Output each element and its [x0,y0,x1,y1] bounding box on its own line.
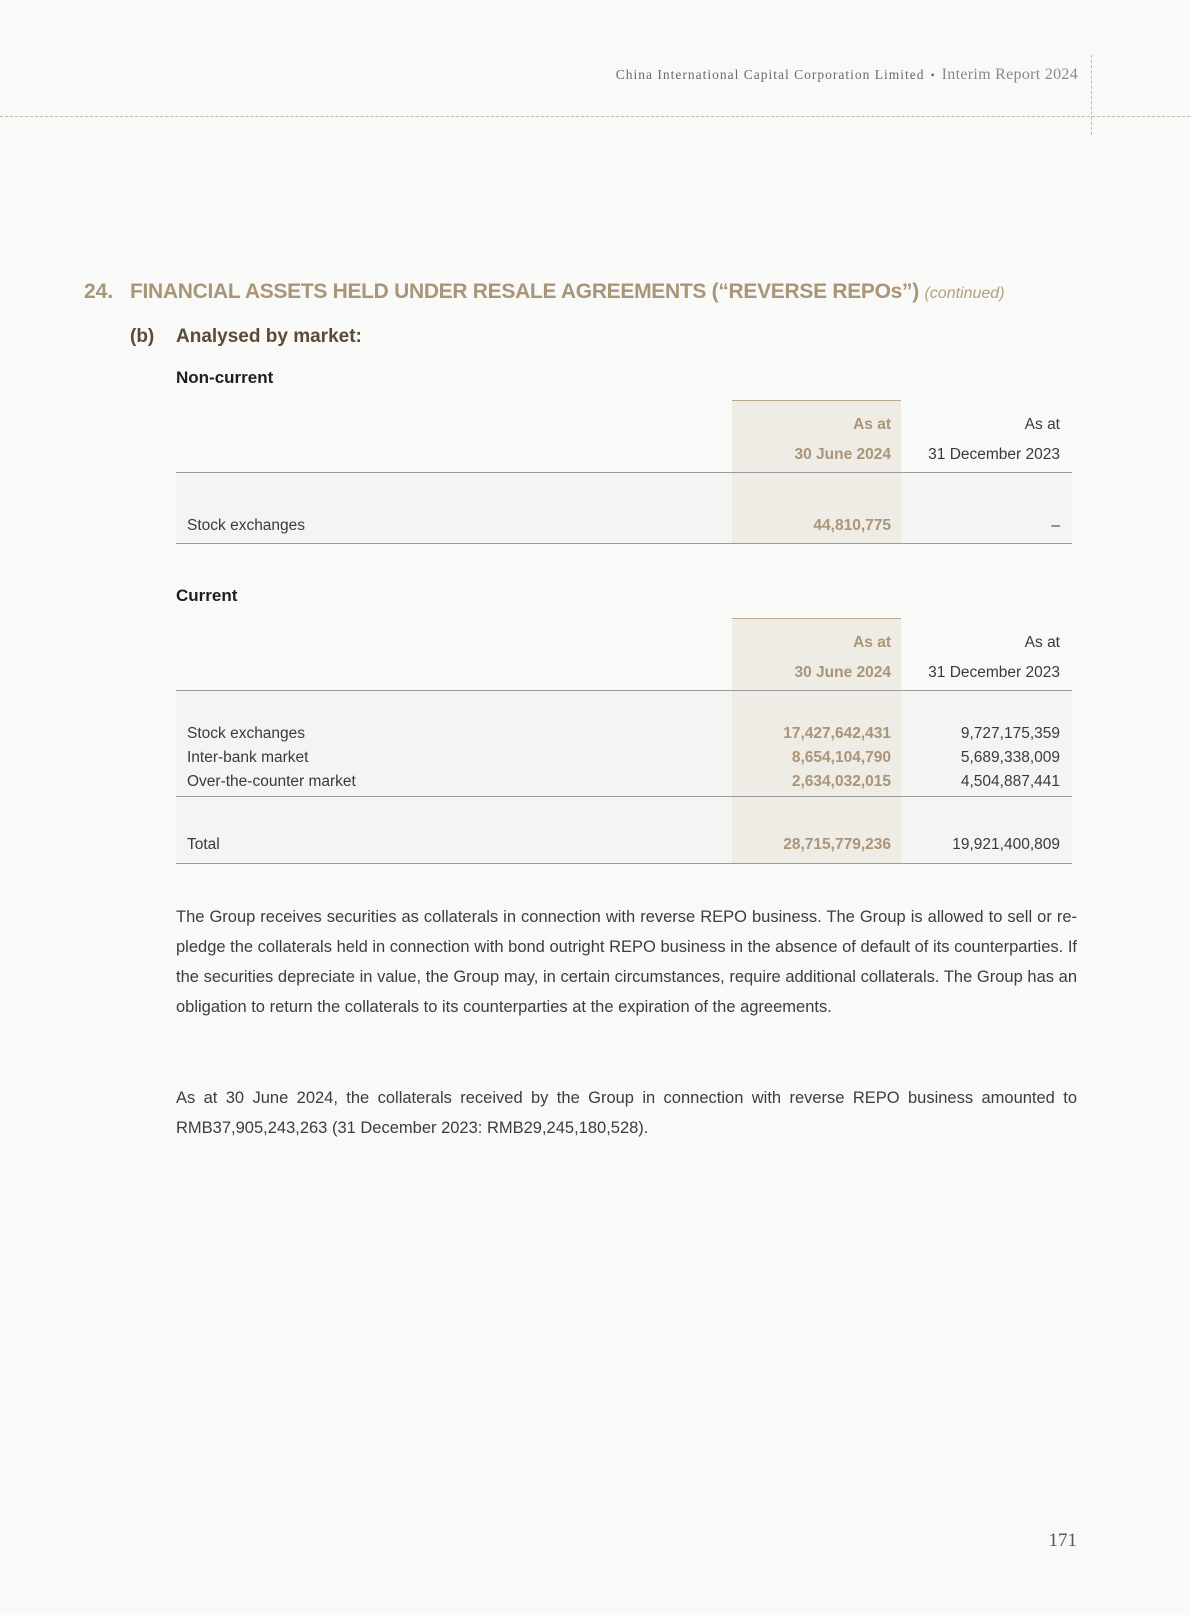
non-current-label: Non-current [176,368,274,387]
page-number: 171 [1048,1530,1077,1551]
row-label: Inter-bank market [187,749,309,766]
section-number: 24. [84,280,114,303]
section-title-text: FINANCIAL ASSETS HELD UNDER RESALE AGREEMENTS (“REVERSE REPOs”) [130,280,919,303]
row-label: Over-the-counter market [187,773,356,790]
running-header [616,66,1078,84]
header-divider [0,116,1190,117]
column-top-rule [732,618,901,619]
row-label: Stock exchanges [187,725,306,742]
subsection-letter: (b) [130,326,155,347]
header-rule [176,472,1072,473]
row-value-prior: 4,504,887,441 [960,773,1060,790]
col-header-prior-line2: 31 December 2023 [928,446,1060,463]
col-header-current-line1: As at [853,416,891,433]
company-name: China International Capital Corporation Limited [615,67,925,82]
col-header-prior-line2: 31 December 2023 [928,664,1060,681]
row-background [176,472,1072,543]
current-label: Current [176,586,238,605]
header-separator: • [930,68,936,82]
section-title [130,280,1080,304]
row-value-current: 17,427,642,431 [783,725,891,742]
report-title: Interim Report 2024 [941,66,1078,83]
col-header-current-line2: 30 June 2024 [794,664,891,681]
bottom-rule [176,543,1072,544]
paragraph-collaterals: The Group receives securities as collaterals in connection with reverse REPO business. The Group is allowed to sell or re-pledge the collaterals held in connection with bond outright REPO business in the absence of default of its counterparties. If the securities depreciate in value, the Group may, in certain circumstances, require additional collaterals. The Group has an obligation to return the collaterals to its counterparties at the expiration of the agreements. [176,908,1077,1016]
subtotal-rule [176,796,1072,797]
header-rule [176,690,1072,691]
total-value-prior: 19,921,400,809 [952,836,1060,853]
row-value-current: 44,810,775 [813,517,891,534]
row-value-prior: 5,689,338,009 [960,749,1060,766]
row-value-prior: – [1051,517,1060,534]
subsection-title: Analysed by market: [176,326,362,347]
non-current-table [176,400,1072,544]
col-header-current-line1: As at [853,634,891,651]
col-header-current-line2: 30 June 2024 [794,446,891,463]
section-continued: (continued) [924,285,1005,302]
col-header-prior-line1: As at [1024,634,1060,651]
row-label: Stock exchanges [187,517,306,534]
row-value-prior: 9,727,175,359 [960,725,1060,742]
column-top-rule [732,400,901,401]
current-table [176,618,1072,864]
total-label: Total [187,836,220,853]
row-value-current: 8,654,104,790 [791,749,891,766]
total-value-current: 28,715,779,236 [783,836,891,853]
row-value-current: 2,634,032,015 [791,773,891,790]
paragraph-collateral-amount: As at 30 June 2024, the collaterals received by the Group in connection with reverse REPO business amounted to RMB37,905,243,263 (31 December 2023: RMB29,245,180,528). [176,1089,1077,1137]
header-vertical-divider [1091,55,1092,135]
col-header-prior-line1: As at [1024,416,1060,433]
bottom-rule [176,863,1072,864]
